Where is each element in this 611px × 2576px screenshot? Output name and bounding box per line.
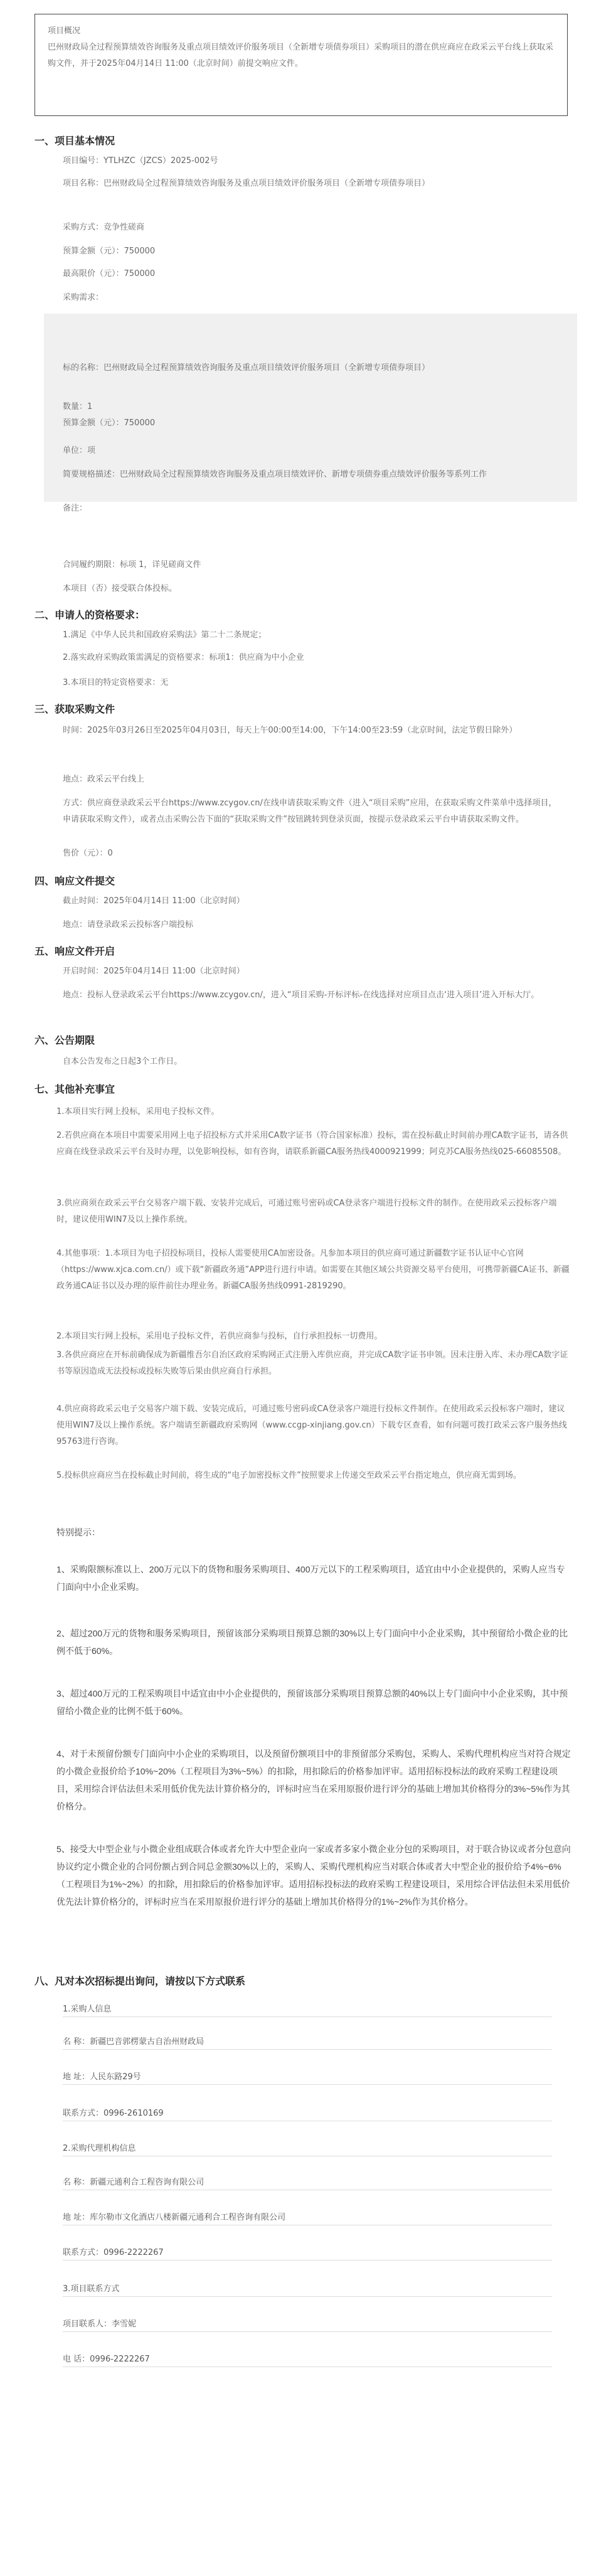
procurement-method: 采购方式：竞争性磋商 bbox=[63, 223, 145, 232]
requirement-label: 采购需求： bbox=[63, 293, 104, 302]
section-opening: 五、响应文件开启 bbox=[35, 946, 115, 957]
item-unit: 单位：项 bbox=[63, 446, 96, 455]
contact-purchaser-address: 地 址：人民东路29号 bbox=[63, 2070, 552, 2085]
special-note-5: 5、接受大中型企业与小微企业组成联合体或者允许大中型企业向一家或者多家小微企业分包的采购项目，对于联合协议或者分包意向协议约定小微企业的合同份额占到合同总金额30%以上的，采购人、采购代理机构应当对联合体或者大中型企业的报价给予4%~6%（工程项目为1%~2%）的扣除，用扣除后的价格参加评审。适用招标投标法的政府采购工程建设项目，采用综合评估法但未采用低价优先法计算价格分的，评标时应当在采用原报价进行评分的基础上增加其价格得分的1%~2%作为其价格分。 bbox=[56, 1844, 571, 1907]
submit-place: 地点：请登录政采云投标客户端投标 bbox=[63, 920, 194, 930]
special-note-4: 4、对于未预留份额专门面向中小企业的采购项目，以及预留份额项目中的非预留部分采购包，采购人、采购代理机构应当对符合规定的小微企业报价给予10%~20%（工程项目为3%~5%）的扣除，用扣除后的价格参加评审。适用招标投标法的政府采购工程建设项目，采用综合评估法但未采用低价优先法计算价格分的，评标时应当在采用原报价进行评分的基础上增加其价格得分的3%~5%作为其价格分。 bbox=[56, 1749, 571, 1811]
section-obtain-docs: 三、获取采购文件 bbox=[35, 704, 115, 715]
project-overview-box bbox=[35, 14, 568, 116]
other-2: 2.若供应商在本项目中需要采用网上电子招投标方式并采用CA数字证书（符合国家标准）投标，需在投标截止时间前办理CA数字证书，请各供应商在线登录政采云平台及时办理，以免影响投标，如有咨询，请联系新疆CA服务热线4000921999；阿克苏CA服务热线025-66085508。 bbox=[56, 1131, 568, 1157]
obtain-time: 时间：2025年03月26日至2025年04月03日，每天上午00:00至14:00，下午14:00至23:59（北京时间，法定节假日除外） bbox=[63, 726, 518, 735]
section-basic-info: 一、项目基本情况 bbox=[35, 136, 115, 147]
other-6: 3.各供应商应在开标前确保成为新疆维吾尔自治区政府采购网正式注册入库供应商，并完成CA数字证书申领。因未注册入库、未办理CA数字证书等原因造成无法投标或投标失败等后果由供应商自行承担。 bbox=[56, 1350, 568, 1376]
special-notes-label: 特别提示： bbox=[56, 1527, 100, 1537]
other-3: 3.供应商须在政采云平台交易客户端下载、安装并完成后，可通过账号密码或CA登录客户端进行投标文件的制作。在使用政采云投标客户端时，建议使用WIN7及以上操作系统。 bbox=[56, 1199, 557, 1224]
overview-text: 巴州财政局全过程预算绩效咨询服务及重点项目绩效评价服务项目（全新增专项债券项目）采购项目的潜在供应商应在政采云平台线上获取采购文件，并于2025年04月14日 11:00（北京时间）前提交响应文件。 bbox=[48, 43, 554, 68]
obtain-price: 售价（元）：0 bbox=[63, 849, 113, 858]
other-7: 4.供应商将政采云电子交易客户端下载、安装完成后，可通过账号密码或CA登录客户端进行投标文件制作。在使用政采云投标客户端时，建议使用WIN7及以上操作系统。客户端请至新疆政府采购网（www.ccgp-xinjiang.gov.cn）下载专区查看，如有问题可拨打政采云客户服务热线95763进行咨询。 bbox=[56, 1404, 567, 1446]
obtain-place: 地点：政采云平台线上 bbox=[63, 775, 145, 784]
project-number: 项目编号：YTLHZC（JZCS）2025-002号 bbox=[63, 156, 218, 166]
contact-agency-address: 地 址：库尔勒市文化酒店八楼新疆元通利合工程咨询有限公司 bbox=[63, 2210, 552, 2225]
open-place: 地点：投标人登录政采云平台https://www.zcygov.cn/，进入“项目采购-开标评标-在线选择对应项目点击‘进入项目’进入开标大厅。 bbox=[63, 990, 539, 1000]
contact-agency-title: 2.采购代理机构信息 bbox=[63, 2141, 552, 2156]
budget-amount: 预算金额（元）：750000 bbox=[63, 246, 156, 256]
project-name: 项目名称：巴州财政局全过程预算绩效咨询服务及重点项目绩效评价服务项目（全新增专项债券项目） bbox=[63, 179, 430, 188]
contact-purchaser-name: 名 称：新疆巴音郭楞蒙古自治州财政局 bbox=[63, 2035, 552, 2050]
special-note-2: 2、超过200万元的货物和服务采购项目，预留该部分采购项目预算总额的30%以上专门面向中小企业采购，其中预留给小微企业的比例不低于60%。 bbox=[56, 1628, 568, 1656]
contact-purchaser-phone: 联系方式：0996-2610169 bbox=[63, 2106, 552, 2121]
item-quantity: 数量：1 bbox=[63, 402, 93, 411]
item-remark: 备注： bbox=[63, 504, 88, 513]
consortium-note: 本项目（否）接受联合体投标。 bbox=[63, 584, 178, 593]
overview-title: 项目概况 bbox=[48, 26, 81, 36]
section-other: 七、其他补充事宜 bbox=[35, 1084, 115, 1095]
other-8: 5.投标供应商应当在投标截止时间前，将生成的“电子加密投标文件”按照要求上传递交至政采云平台指定地点，供应商无需到场。 bbox=[56, 1471, 521, 1480]
item-budget: 预算金额（元）：750000 bbox=[63, 418, 156, 428]
submit-deadline: 截止时间：2025年04月14日 11:00（北京时间） bbox=[63, 896, 245, 906]
qualification-3: 3.本项目的特定资格要求：无 bbox=[63, 678, 169, 687]
contract-period: 合同履约期限：标项 1，详见磋商文件 bbox=[63, 560, 201, 570]
item-name: 标的名称：巴州财政局全过程预算绩效咨询服务及重点项目绩效评价服务项目（全新增专项债券项目） bbox=[63, 363, 430, 373]
section-notice-period: 六、公告期限 bbox=[35, 1036, 95, 1046]
other-1: 1.本项目实行网上投标，采用电子投标文件。 bbox=[56, 1107, 220, 1116]
obtain-method: 方式：供应商登录政采云平台https://www.zcygov.cn/在线申请获取采购文件（进入“项目采购”应用，在获取采购文件菜单中选择项目，申请获取采购文件），或者点击采购公告下面的“获取采购文件”按钮跳转到登录页面，按提示登录政采云平台申请获取采购文件。 bbox=[63, 798, 557, 824]
contact-project-person: 项目联系人：李雪妮 bbox=[63, 2317, 552, 2332]
item-brief: 简要规格描述：巴州财政局全过程预算绩效咨询服务及重点项目绩效评价、新增专项债券重点绩效评价服务等系列工作 bbox=[63, 470, 487, 479]
contact-agency-phone: 联系方式：0996-2222267 bbox=[63, 2245, 552, 2261]
special-note-1: 1、采购限额标准以上、200万元以下的货物和服务采购项目、400万元以下的工程采购项目，适宜由中小企业提供的，采购人应当专门面向中小企业采购。 bbox=[56, 1564, 565, 1592]
contact-project-title: 3.项目联系方式 bbox=[63, 2282, 552, 2297]
contact-agency-name: 名 称：新疆元通利合工程咨询有限公司 bbox=[63, 2175, 552, 2190]
other-4: 4.其他事项：1.本项目为电子招投标项目，投标人需要使用CA加密设备。凡参加本项目的供应商可通过新疆数字证书认证中心官网（https://www.xjca.com.cn/）或下载“新疆政务通”APP进行进行申请。如需要在其他区域公共资源交易平台使用，可携带新疆CA证书、新疆政务通CA证书以及办理的原件前往办理业务。新疆CA服务热线0991-2819290。 bbox=[56, 1249, 570, 1291]
section-contacts: 八、凡对本次招标提出询问，请按以下方式联系 bbox=[35, 1976, 246, 1987]
section-qualification: 二、申请人的资格要求： bbox=[35, 610, 146, 621]
qualification-1: 1.满足《中华人民共和国政府采购法》第二十二条规定； bbox=[63, 630, 267, 640]
open-time: 开启时间：2025年04月14日 11:00（北京时间） bbox=[63, 967, 245, 976]
section-submission: 四、响应文件提交 bbox=[35, 876, 115, 887]
notice-period-text: 自本公告发布之日起3个工作日。 bbox=[63, 1057, 183, 1066]
max-price: 最高限价（元）：750000 bbox=[63, 269, 156, 278]
special-note-3: 3、超过400万元的工程采购项目中适宜由中小企业提供的，预留该部分采购项目预算总额的40%以上专门面向中小企业采购，其中预留给小微企业的比例不低于60%。 bbox=[56, 1688, 568, 1716]
contact-purchaser-title: 1.采购人信息 bbox=[63, 2002, 552, 2017]
qualification-2: 2.落实政府采购政策需满足的资格要求：标项1：供应商为中小企业 bbox=[63, 653, 304, 662]
contact-project-phone: 电 话：0996-2222267 bbox=[63, 2352, 552, 2367]
other-5: 2.本项目实行网上投标，采用电子投标文件，若供应商参与投标，自行承担投标一切费用。 bbox=[56, 1332, 383, 1341]
